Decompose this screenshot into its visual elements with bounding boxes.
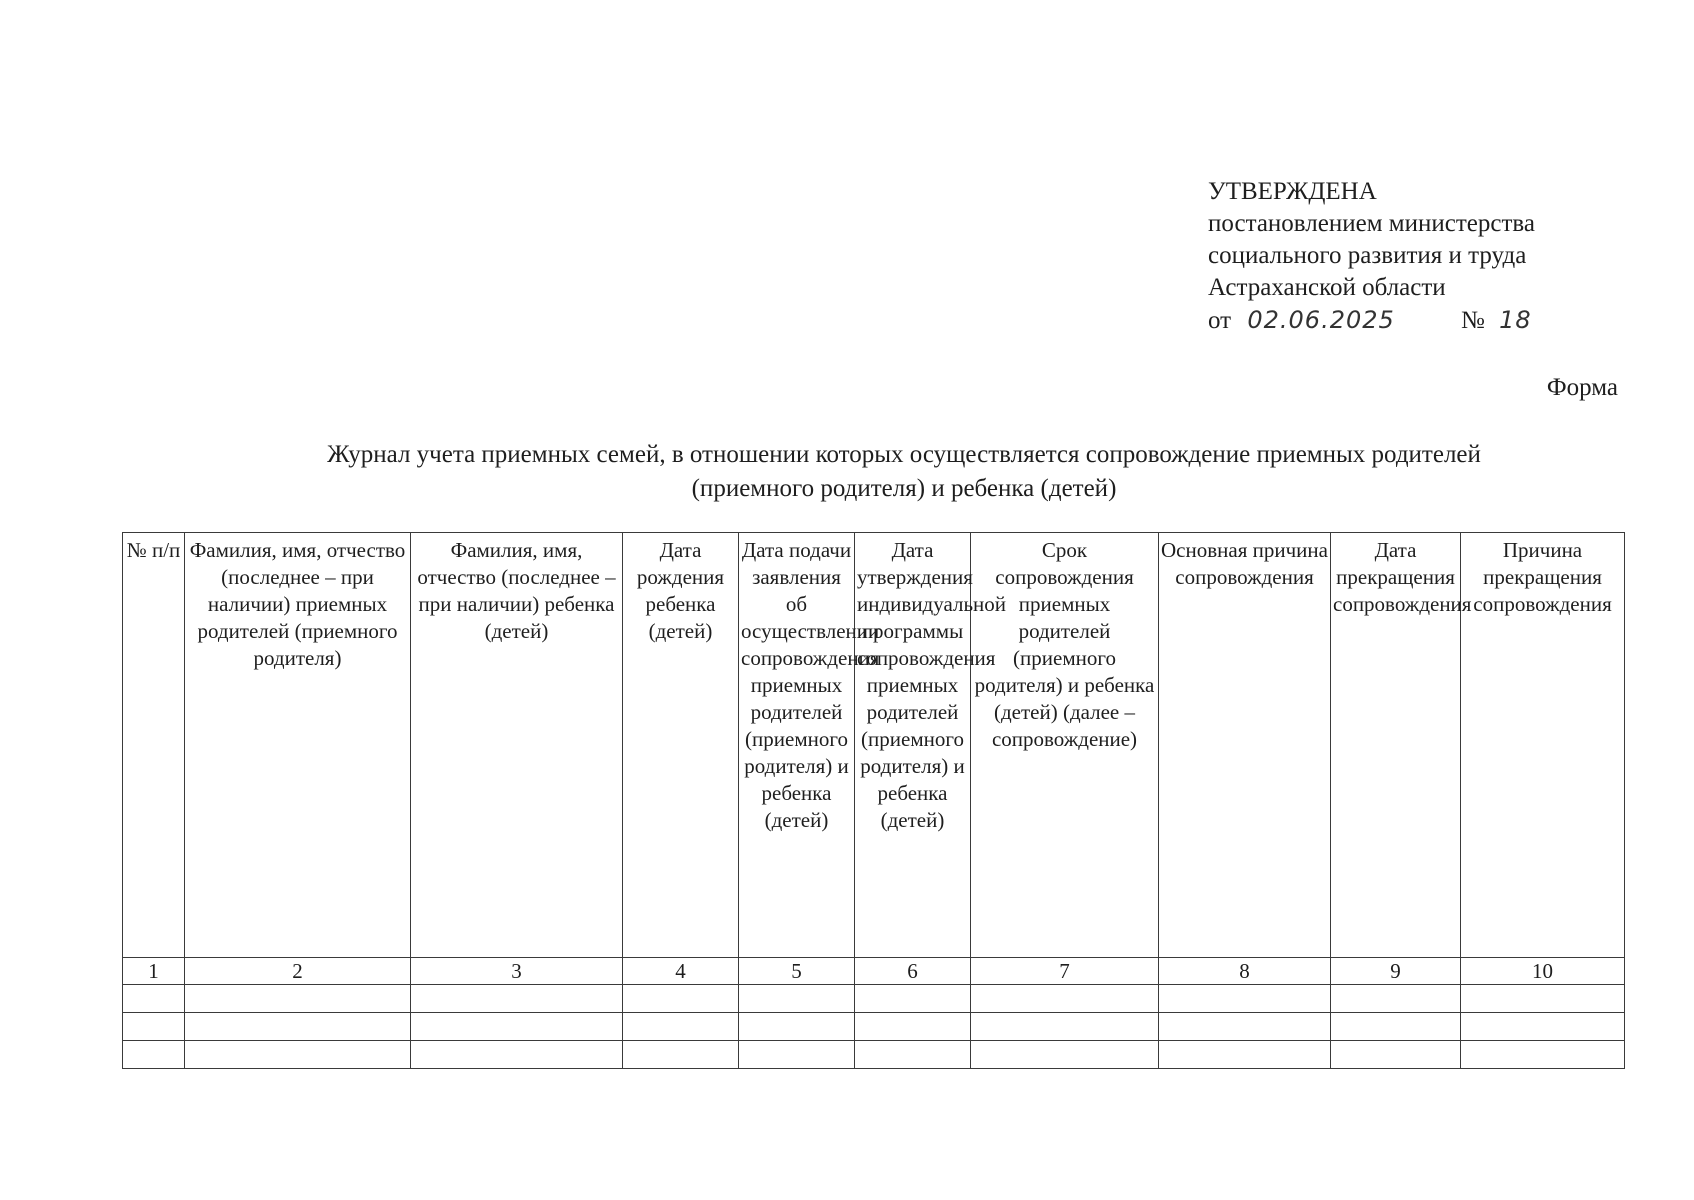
table-cell	[411, 985, 623, 1013]
column-number: 6	[855, 958, 971, 985]
approval-number-label: №	[1461, 307, 1485, 334]
column-number: 9	[1331, 958, 1461, 985]
table-cell	[123, 1041, 185, 1069]
journal-table	[122, 532, 1625, 1069]
table-cell	[623, 1013, 739, 1041]
table-cell	[1331, 1041, 1461, 1069]
approval-stamp	[1208, 176, 1648, 337]
column-number: 10	[1461, 958, 1625, 985]
table-cell	[739, 1041, 855, 1069]
column-number: 8	[1159, 958, 1331, 985]
approval-date-line	[1208, 304, 1648, 337]
table-cell	[739, 1013, 855, 1041]
table-cell	[1159, 1013, 1331, 1041]
table-cell	[1159, 985, 1331, 1013]
table-cell	[855, 985, 971, 1013]
column-header-program-approval-date: Дата утверждения индивидуальной программы сопровождения приемных родителей (приемного родителя) и ребенка (детей)	[855, 533, 971, 958]
column-header-parents-name: Фамилия, имя, отчество (последнее – при наличии) приемных родителей (приемного родителя)	[185, 533, 411, 958]
table-cell	[855, 1013, 971, 1041]
table-cell	[855, 1041, 971, 1069]
table-cell	[1461, 1013, 1625, 1041]
table-cell	[971, 1013, 1159, 1041]
table-cell	[1331, 985, 1461, 1013]
form-label: Форма	[1546, 374, 1618, 401]
column-header-support-term: Срок сопровождения приемных родителей (приемного родителя) и ребенка (детей) (далее – сопровождение)	[971, 533, 1159, 958]
table-cell	[185, 1013, 411, 1041]
table-cell	[411, 1041, 623, 1069]
document-title-line-1: Журнал учета приемных семей, в отношении которых осуществляется сопровождение приемных родителей	[327, 441, 1481, 468]
approval-line-2: социального развития и труда	[1208, 242, 1527, 269]
table-cell	[123, 985, 185, 1013]
table-cell	[185, 1041, 411, 1069]
table-cell	[1159, 1041, 1331, 1069]
table-cell	[623, 985, 739, 1013]
approval-number: 18	[1499, 306, 1532, 334]
column-number: 1	[123, 958, 185, 985]
table-cell	[971, 1041, 1159, 1069]
table-cell	[411, 1013, 623, 1041]
table-header-row	[123, 533, 1625, 958]
table-cell	[1461, 1041, 1625, 1069]
column-header-main-reason: Основная причина сопровождения	[1159, 533, 1331, 958]
table-row	[123, 1013, 1625, 1041]
approval-line-1: постановлением министерства	[1208, 210, 1535, 237]
column-number: 2	[185, 958, 411, 985]
column-number: 5	[739, 958, 855, 985]
document-title-line-2: (приемного родителя) и ребенка (детей)	[691, 475, 1117, 502]
column-header-termination-reason: Причина прекращения сопровождения	[1461, 533, 1625, 958]
column-number: 4	[623, 958, 739, 985]
column-header-child-birthdate: Дата рождения ребенка (детей)	[623, 533, 739, 958]
table-cell	[739, 985, 855, 1013]
column-header-application-date: Дата подачи заявления об осуществлении сопровождения приемных родителей (приемного родителя) и ребенка (детей)	[739, 533, 855, 958]
column-numbers-row	[123, 958, 1625, 985]
table-cell	[1461, 985, 1625, 1013]
column-header-termination-date: Дата прекращения сопровождения	[1331, 533, 1461, 958]
approval-line-3: Астраханской области	[1208, 274, 1446, 301]
column-header-number: № п/п	[123, 533, 185, 958]
table-cell	[1331, 1013, 1461, 1041]
table-cell	[185, 985, 411, 1013]
table-row	[123, 985, 1625, 1013]
column-number: 7	[971, 958, 1159, 985]
column-header-child-name: Фамилия, имя, отчество (последнее – при наличии) ребенка (детей)	[411, 533, 623, 958]
approval-date: 02.06.2025	[1247, 306, 1395, 334]
column-number: 3	[411, 958, 623, 985]
table-cell	[123, 1013, 185, 1041]
table-cell	[623, 1041, 739, 1069]
approval-from-label: от	[1208, 307, 1232, 334]
document-title	[180, 438, 1628, 506]
table-row	[123, 1041, 1625, 1069]
table-cell	[971, 985, 1159, 1013]
approval-heading: УТВЕРЖДЕНА	[1208, 178, 1377, 205]
